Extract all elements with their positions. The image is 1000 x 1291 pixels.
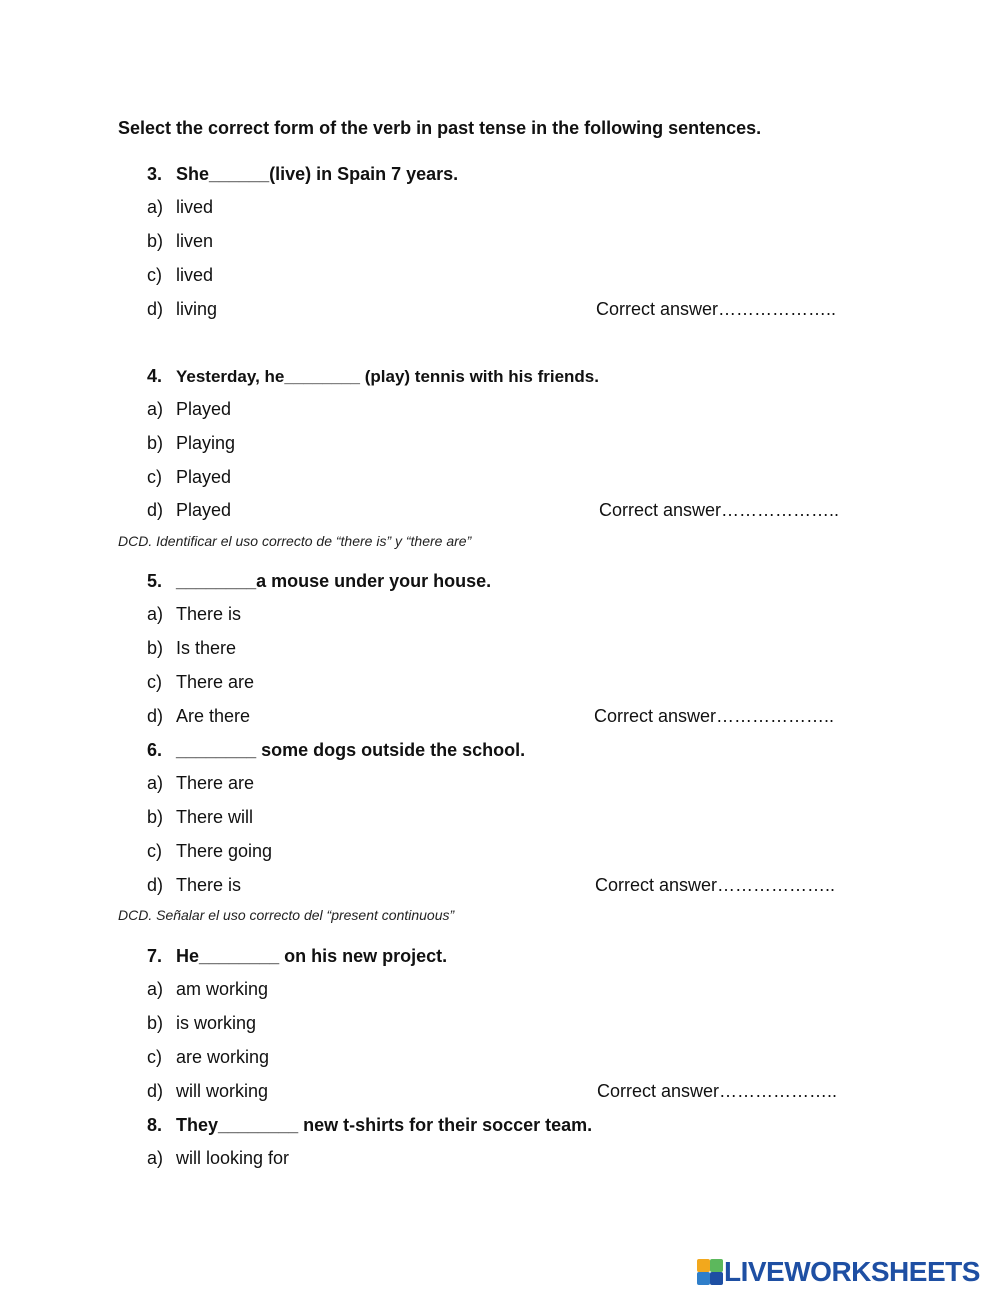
option-letter: a) <box>147 604 164 624</box>
option-text[interactable]: There are <box>176 773 255 793</box>
logo-square <box>710 1259 723 1272</box>
option-text[interactable]: lived <box>176 265 214 285</box>
option-text[interactable]: Played <box>176 500 232 520</box>
option-letter: d) <box>147 875 164 895</box>
option-text[interactable]: will working <box>176 1081 269 1101</box>
option-letter: a) <box>147 1148 164 1168</box>
option-letter: b) <box>147 1013 164 1033</box>
question-text: She______(live) in Spain 7 years. <box>176 164 459 184</box>
option-letter: c) <box>147 1047 162 1067</box>
question-number: 8. <box>147 1115 163 1135</box>
instruction: Select the correct form of the verb in past tense in the following sentences. <box>118 118 762 138</box>
question-number: 7. <box>147 946 163 966</box>
option-text[interactable]: Are there <box>176 706 251 726</box>
option-text[interactable]: is working <box>176 1013 257 1033</box>
option-text[interactable]: Playing <box>176 433 236 453</box>
option-text[interactable]: There will <box>176 807 254 827</box>
logo-square <box>710 1272 723 1285</box>
option-text[interactable]: Played <box>176 467 232 487</box>
question-text: ________ some dogs outside the school. <box>176 740 526 760</box>
option-letter: c) <box>147 467 162 487</box>
question-text: He________ on his new project. <box>176 946 448 966</box>
option-text[interactable]: There is <box>176 875 242 895</box>
section-note: DCD. Identificar el uso correcto de “there is” y “there are” <box>118 533 472 549</box>
option-letter: c) <box>147 265 162 285</box>
option-letter: a) <box>147 399 164 419</box>
option-text[interactable]: liven <box>176 231 214 251</box>
correct-answer-field[interactable]: Correct answer……………….. <box>597 1081 838 1101</box>
option-text[interactable]: am working <box>176 979 269 999</box>
option-text[interactable]: are working <box>176 1047 270 1067</box>
option-text[interactable]: There are <box>176 672 255 692</box>
option-letter: d) <box>147 1081 164 1101</box>
correct-answer-field[interactable]: Correct answer……………….. <box>596 299 837 319</box>
section-note: DCD. Señalar el uso correcto del “present continuous” <box>118 907 455 923</box>
liveworksheets-brand <box>697 1257 980 1287</box>
option-text[interactable]: There going <box>176 841 273 861</box>
option-letter: d) <box>147 500 164 520</box>
option-text[interactable]: Played <box>176 399 232 419</box>
option-letter: b) <box>147 433 164 453</box>
option-text[interactable]: will looking for <box>176 1148 290 1168</box>
question-number: 4. <box>147 366 163 386</box>
option-letter: a) <box>147 197 164 217</box>
question-text: ________a mouse under your house. <box>176 571 492 591</box>
liveworksheets-logo-icon <box>697 1259 723 1285</box>
question-number: 5. <box>147 571 163 591</box>
logo-square <box>697 1272 710 1285</box>
option-letter: b) <box>147 638 164 658</box>
option-letter: a) <box>147 773 164 793</box>
correct-answer-field[interactable]: Correct answer……………….. <box>599 500 840 520</box>
question-text: They________ new t-shirts for their soccer team. <box>176 1115 593 1135</box>
option-letter: b) <box>147 231 164 251</box>
correct-answer-field[interactable]: Correct answer……………….. <box>594 706 835 726</box>
option-text[interactable]: lived <box>176 197 214 217</box>
brand-name: LIVEWORKSHEETS <box>724 1256 980 1287</box>
question-text: Yesterday, he________ (play) tennis with his friends. <box>176 367 599 386</box>
logo-square <box>697 1259 710 1272</box>
correct-answer-field[interactable]: Correct answer……………….. <box>595 875 836 895</box>
option-text[interactable]: There is <box>176 604 242 624</box>
option-letter: a) <box>147 979 164 999</box>
option-letter: d) <box>147 299 164 319</box>
question-number: 6. <box>147 740 163 760</box>
option-letter: d) <box>147 706 164 726</box>
option-letter: c) <box>147 672 162 692</box>
option-letter: c) <box>147 841 162 861</box>
question-number: 3. <box>147 164 163 184</box>
option-letter: b) <box>147 807 164 827</box>
option-text[interactable]: living <box>176 299 218 319</box>
option-text[interactable]: Is there <box>176 638 237 658</box>
